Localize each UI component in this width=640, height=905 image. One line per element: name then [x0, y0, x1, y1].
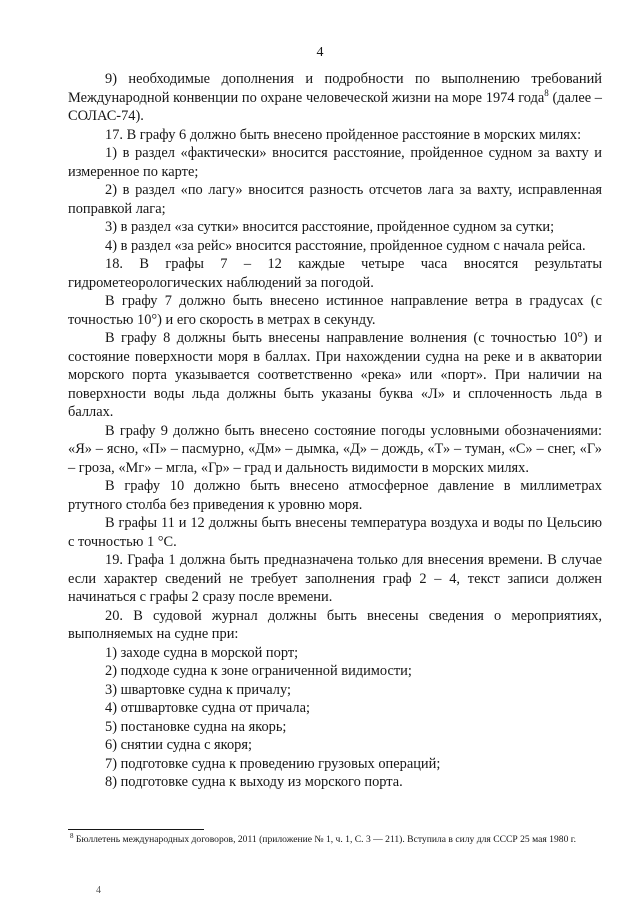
- list-item: 2) в раздел «по лагу» вносится разность отсчетов лага за вахту, исправленная поправкой лага;: [68, 182, 602, 217]
- list-item: 5) постановке судна на якорь;: [105, 718, 287, 735]
- paragraph: 20. В судовой журнал должны быть внесены сведения о мероприятиях, выполняемых на судне при:: [68, 607, 602, 642]
- footnote-mark: 8: [70, 831, 74, 840]
- document-body: [68, 70, 602, 792]
- footnote-text: Бюллетень международных договоров, 2011 (приложение № 1, ч. 1, С. 3 — 211). Вступила в силу для СССР 25 мая 1980 г.: [73, 834, 577, 845]
- paragraph: В графы 11 и 12 должны быть внесены температура воздуха и воды по Цельсию с точностью 1 °С.: [68, 515, 602, 550]
- list-item: 6) снятии судна с якоря;: [105, 737, 252, 753]
- list-item: 7) подготовке судна к проведению грузовых операций;: [105, 755, 441, 772]
- scan-edge-mark: 4: [96, 885, 101, 896]
- list-item: 1) в раздел «фактически» вносится расстояние, пройденное судном за вахту и измеренное по карте;: [68, 145, 602, 180]
- footnote-reference: 8: [544, 87, 549, 98]
- page-number: 4: [316, 45, 324, 60]
- paragraph: 9) необходимые дополнения и подробности по выполнению требований Международной конвенции по охране человеческой жизни на море 1974 года$^8$ (далее – СОЛАС-74).: [68, 71, 602, 124]
- list-item: 4) в раздел «за рейс» вносится расстояние, пройденное судном с начала рейса.: [105, 237, 586, 254]
- list-item: 3) швартовке судна к причалу;: [105, 681, 291, 698]
- paragraph: 19. Графа 1 должна быть предназначена только для внесения времени. В случае если характер сведений не требует заполнения граф 2 – 4, текст записи должен начинаться с графы 2 сразу после времени.: [68, 552, 602, 605]
- paragraph: В графу 8 должны быть внесены направление волнения (с точностью 10°) и состояние поверхности моря в баллах. При нахождении судна на реке и в акватории морского порта указывается соответственно «река» или «порт». При наличии на поверхности воды льда должны быть указаны буква «Л» и сплоченность льда в баллах.: [68, 330, 602, 420]
- list-item: 4) отшвартовке судна от причала;: [105, 700, 310, 716]
- footnote-divider: [68, 829, 204, 830]
- paragraph: 18. В графы 7 – 12 каждые четыре часа вносятся результаты гидрометеорологических наблюдений за погодой.: [68, 256, 602, 291]
- footnote: [68, 831, 602, 846]
- paragraph: В графу 9 должно быть внесено состояние погоды условными обозначениями: «Я» – ясно, «П» – пасмурно, «Дм» – дымка, «Д» – дождь, «Т» – туман, «С» – снег, «Г» – гроза, «Мг» – мгла, «Гр» – град и дальность видимости в морских милях.: [68, 422, 602, 476]
- list-item: 1) заходе судна в морской порт;: [105, 644, 299, 661]
- list-item: 2) подходе судна к зоне ограниченной видимости;: [105, 663, 412, 679]
- list-item: 8) подготовке судна к выходу из морского порта.: [105, 774, 403, 790]
- paragraph: 17. В графу 6 должно быть внесено пройденное расстояние в морских милях:: [105, 126, 582, 143]
- list-item: 3) в раздел «за сутки» вносится расстояние, пройденное судном за сутки;: [105, 219, 555, 235]
- paragraph: В графу 7 должно быть внесено истинное направление ветра в градусах (с точностью 10°) и его скорость в метрах в секунду.: [68, 293, 602, 328]
- paragraph: В графу 10 должно быть внесено атмосферное давление в миллиметрах ртутного столба без приведения к уровню моря.: [68, 478, 602, 513]
